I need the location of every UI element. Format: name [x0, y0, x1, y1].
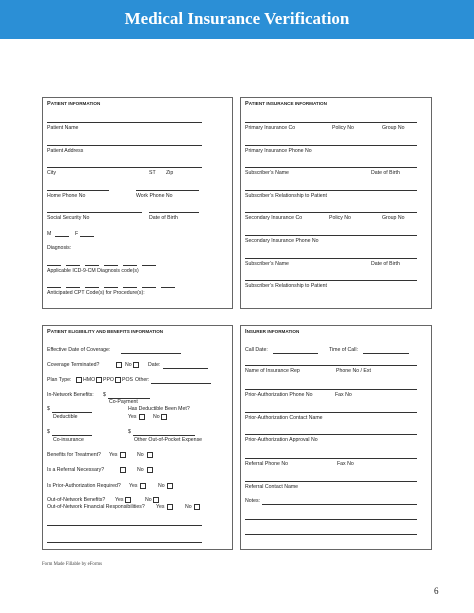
- deductible-met-yes-label: Yes: [128, 414, 137, 420]
- cpt-code-field-5[interactable]: [123, 287, 137, 288]
- icd-code-field-4[interactable]: [104, 265, 118, 266]
- insurer-information-section: [240, 325, 432, 550]
- group-no-2-label: Group No: [382, 215, 405, 221]
- work-phone-label: Work Phone No: [136, 193, 173, 199]
- coverage-terminated-label: Coverage Terminated?: [47, 362, 100, 368]
- oon-yes-label: Yes: [115, 497, 124, 503]
- deductible-met-no-label: No: [153, 414, 160, 420]
- pos-label: POS: [122, 377, 133, 383]
- deductible-field[interactable]: [52, 412, 92, 413]
- referral-phone-label: Referral Phone No: [245, 461, 288, 467]
- terminated-no-checkbox[interactable]: [133, 362, 139, 368]
- hmo-label: HMO: [83, 377, 96, 383]
- prior-auth-approval-field[interactable]: [245, 434, 417, 435]
- deductible-label: Deductible: [53, 414, 78, 420]
- prior-auth-phone-field[interactable]: [245, 389, 417, 390]
- patient-name-field[interactable]: [47, 122, 202, 123]
- secondary-phone-field[interactable]: [245, 235, 417, 236]
- diagnosis-label: Diagnosis:: [47, 245, 72, 251]
- insurance-rep-field[interactable]: [245, 365, 417, 366]
- dob-field[interactable]: [149, 212, 199, 213]
- sex-m-label: M: [47, 231, 52, 237]
- effective-date-field[interactable]: [121, 353, 181, 354]
- relationship-2-field[interactable]: [245, 280, 417, 281]
- referral-necessary-label: Is a Referral Necessary?: [47, 467, 105, 473]
- cpt-code-field-6[interactable]: [142, 287, 156, 288]
- treatment-no-label: No: [137, 452, 144, 458]
- copay-dollar-sign: $: [103, 392, 106, 398]
- treatment-yes-label: Yes: [109, 452, 118, 458]
- oon-no-checkbox[interactable]: [153, 497, 159, 503]
- policy-no-2-label: Policy No: [329, 215, 351, 221]
- page-number: 6: [434, 586, 439, 596]
- rep-phone-ext-label: Phone No / Ext: [336, 368, 371, 374]
- section-title: PATIENT INSURANCE INFORMATION: [245, 101, 327, 107]
- icd-code-field-6[interactable]: [142, 265, 156, 266]
- patient-name-label: Patient Name: [47, 125, 79, 131]
- icd-codes-label: Applicable ICD-9-CM Diagnosis code(s): [47, 268, 139, 274]
- relationship-2-label: Subscriber’s Relationship to Patient: [245, 283, 327, 289]
- oon-financial-label: Out-of-Network Financial Responsibilities?: [47, 504, 145, 510]
- city-label: City: [47, 170, 56, 176]
- primary-insurance-field[interactable]: [245, 122, 417, 123]
- secondary-insurance-field[interactable]: [245, 212, 417, 213]
- ssn-field[interactable]: [47, 212, 142, 213]
- call-date-label: Call Date:: [245, 347, 268, 353]
- time-of-call-field[interactable]: [363, 353, 409, 354]
- icd-code-field-2[interactable]: [66, 265, 80, 266]
- prior-auth-contact-field[interactable]: [245, 412, 417, 413]
- patient-insurance-section: [240, 97, 432, 309]
- work-phone-field[interactable]: [136, 190, 199, 191]
- other-plan-field[interactable]: [151, 383, 211, 384]
- secondary-insurance-co-label: Secondary Insurance Co: [245, 215, 303, 221]
- notes-line-2[interactable]: [245, 519, 417, 520]
- prior-auth-required-label: Is Prior-Authorization Required?: [47, 483, 121, 489]
- ssn-label: Social Security No: [47, 215, 90, 221]
- insurance-rep-label: Name of Insurance Rep: [245, 368, 300, 374]
- ppo-label: PPO: [103, 377, 114, 383]
- page-title: Medical Insurance Verification: [124, 9, 350, 28]
- primary-phone-label: Primary Insurance Phone No: [245, 148, 312, 154]
- icd-code-field-5[interactable]: [123, 265, 137, 266]
- subscriber-name-2-field[interactable]: [245, 258, 417, 259]
- patient-information-section: [42, 97, 233, 309]
- prior-auth-contact-label: Prior-Authorization Contact Name: [245, 415, 323, 421]
- primary-insurance-co-label: Primary Insurance Co: [245, 125, 296, 131]
- icd-code-field-1[interactable]: [47, 265, 61, 266]
- referral-fax-label: Fax No: [337, 461, 354, 467]
- oon-financial-no-checkbox[interactable]: [194, 504, 200, 510]
- prior-auth-yes-label: Yes: [129, 483, 138, 489]
- other-oop-field[interactable]: [133, 435, 195, 436]
- icd-code-field-3[interactable]: [85, 265, 99, 266]
- form-made-fillable-note: Form Made Fillable by eForms: [42, 562, 102, 567]
- subscriber-dob-2-label: Date of Birth: [371, 261, 400, 267]
- dob-label: Date of Birth: [149, 215, 178, 221]
- referral-no-checkbox[interactable]: [147, 467, 153, 473]
- referral-phone-field[interactable]: [245, 458, 417, 459]
- coinsurance-dollar-sign: $: [47, 429, 50, 435]
- relationship-field[interactable]: [245, 190, 417, 191]
- notes-line-3[interactable]: [245, 534, 417, 535]
- home-phone-label: Home Phone No: [47, 193, 86, 199]
- referral-contact-field[interactable]: [245, 481, 417, 482]
- oon-notes-line-1[interactable]: [47, 525, 202, 526]
- subscriber-name-label: Subscriber’s Name: [245, 170, 289, 176]
- prior-auth-fax-label: Fax No: [335, 392, 352, 398]
- cpt-codes-label: Anticipated CPT Code(s) for Procedure(s):: [47, 290, 145, 296]
- eligibility-benefits-section: [42, 325, 233, 550]
- terminated-date-field[interactable]: [163, 368, 208, 369]
- relationship-label: Subscriber’s Relationship to Patient: [245, 193, 327, 199]
- group-no-label: Group No: [382, 125, 405, 131]
- oon-benefits-label: Out-of-Network Benefits?: [47, 497, 106, 503]
- section-title: PATIENT INFORMATION: [47, 101, 101, 107]
- benefits-treatment-label: Benefits for Treatment?: [47, 452, 101, 458]
- hmo-checkbox[interactable]: [76, 377, 82, 383]
- pos-checkbox[interactable]: [115, 377, 121, 383]
- ppo-checkbox[interactable]: [96, 377, 102, 383]
- policy-no-label: Policy No: [332, 125, 354, 131]
- deductible-met-yes-checkbox[interactable]: [139, 414, 145, 420]
- prior-auth-yes-checkbox[interactable]: [140, 483, 146, 489]
- prior-auth-approval-label: Prior-Authorization Approval No: [245, 437, 318, 443]
- home-phone-field[interactable]: [47, 190, 109, 191]
- subscriber-dob-label: Date of Birth: [371, 170, 400, 176]
- in-network-label: In-Network Benefits:: [47, 392, 94, 398]
- cpt-code-field-1[interactable]: [47, 287, 61, 288]
- section-title: INSURER INFORMATION: [245, 329, 300, 335]
- time-of-call-label: Time of Call:: [329, 347, 358, 353]
- coinsurance-label: Co-insurance: [53, 437, 84, 443]
- section-title: PATIENT ELIGIBILITY AND BENEFITS INFORMATION: [47, 329, 164, 335]
- terminated-no-label: No: [125, 362, 132, 368]
- subscriber-name-field[interactable]: [245, 167, 417, 168]
- cpt-code-field-2[interactable]: [66, 287, 80, 288]
- referral-yes-checkbox[interactable]: [120, 467, 126, 473]
- cpt-code-field-3[interactable]: [85, 287, 99, 288]
- sex-m-field[interactable]: [55, 236, 69, 237]
- patient-address-label: Patient Address: [47, 148, 84, 154]
- prior-auth-no-label: No: [158, 483, 165, 489]
- title-banner: [0, 0, 474, 39]
- cpt-code-field-7[interactable]: [161, 287, 175, 288]
- other-oop-label: Other Out-of-Pocket Expense: [134, 437, 203, 443]
- oon-no-label: No: [145, 497, 152, 503]
- treatment-yes-checkbox[interactable]: [120, 452, 126, 458]
- cpt-code-field-4[interactable]: [104, 287, 118, 288]
- coinsurance-field[interactable]: [52, 435, 92, 436]
- deductible-met-no-checkbox[interactable]: [161, 414, 167, 420]
- deductible-dollar-sign: $: [47, 406, 50, 412]
- subscriber-name-2-label: Subscriber’s Name: [245, 261, 289, 267]
- call-date-field[interactable]: [273, 353, 318, 354]
- secondary-phone-label: Secondary Insurance Phone No: [245, 238, 319, 244]
- deductible-met-label: Has Deductible Been Met?: [128, 406, 190, 412]
- oon-notes-line-2[interactable]: [47, 542, 202, 543]
- primary-phone-field[interactable]: [245, 145, 417, 146]
- referral-no-label: No: [137, 467, 144, 473]
- city-st-zip-field[interactable]: [47, 167, 202, 168]
- patient-address-field[interactable]: [47, 145, 202, 146]
- oon-financial-yes-label: Yes: [156, 504, 165, 510]
- oon-financial-yes-checkbox[interactable]: [167, 504, 173, 510]
- terminated-yes-checkbox[interactable]: [116, 362, 122, 368]
- oop-dollar-sign: $: [128, 429, 131, 435]
- oon-financial-no-label: No: [185, 504, 192, 510]
- st-label: ST: [149, 170, 156, 176]
- plan-type-label: Plan Type:: [47, 377, 72, 383]
- copayment-label: Co-Payment: [109, 399, 138, 405]
- notes-label: Notes:: [245, 498, 260, 504]
- zip-label: Zip: [166, 170, 174, 176]
- effective-date-label: Effective Date of Coverage:: [47, 347, 111, 353]
- prior-auth-phone-label: Prior-Authorization Phone No: [245, 392, 313, 398]
- referral-contact-label: Referral Contact Name: [245, 484, 299, 490]
- treatment-no-checkbox[interactable]: [147, 452, 153, 458]
- terminated-date-label: Date:: [148, 362, 161, 368]
- notes-line-1[interactable]: [262, 504, 417, 505]
- sex-f-field[interactable]: [80, 236, 94, 237]
- prior-auth-no-checkbox[interactable]: [167, 483, 173, 489]
- sex-f-label: F: [75, 231, 79, 237]
- other-label: Other:: [135, 377, 150, 383]
- oon-yes-checkbox[interactable]: [125, 497, 131, 503]
